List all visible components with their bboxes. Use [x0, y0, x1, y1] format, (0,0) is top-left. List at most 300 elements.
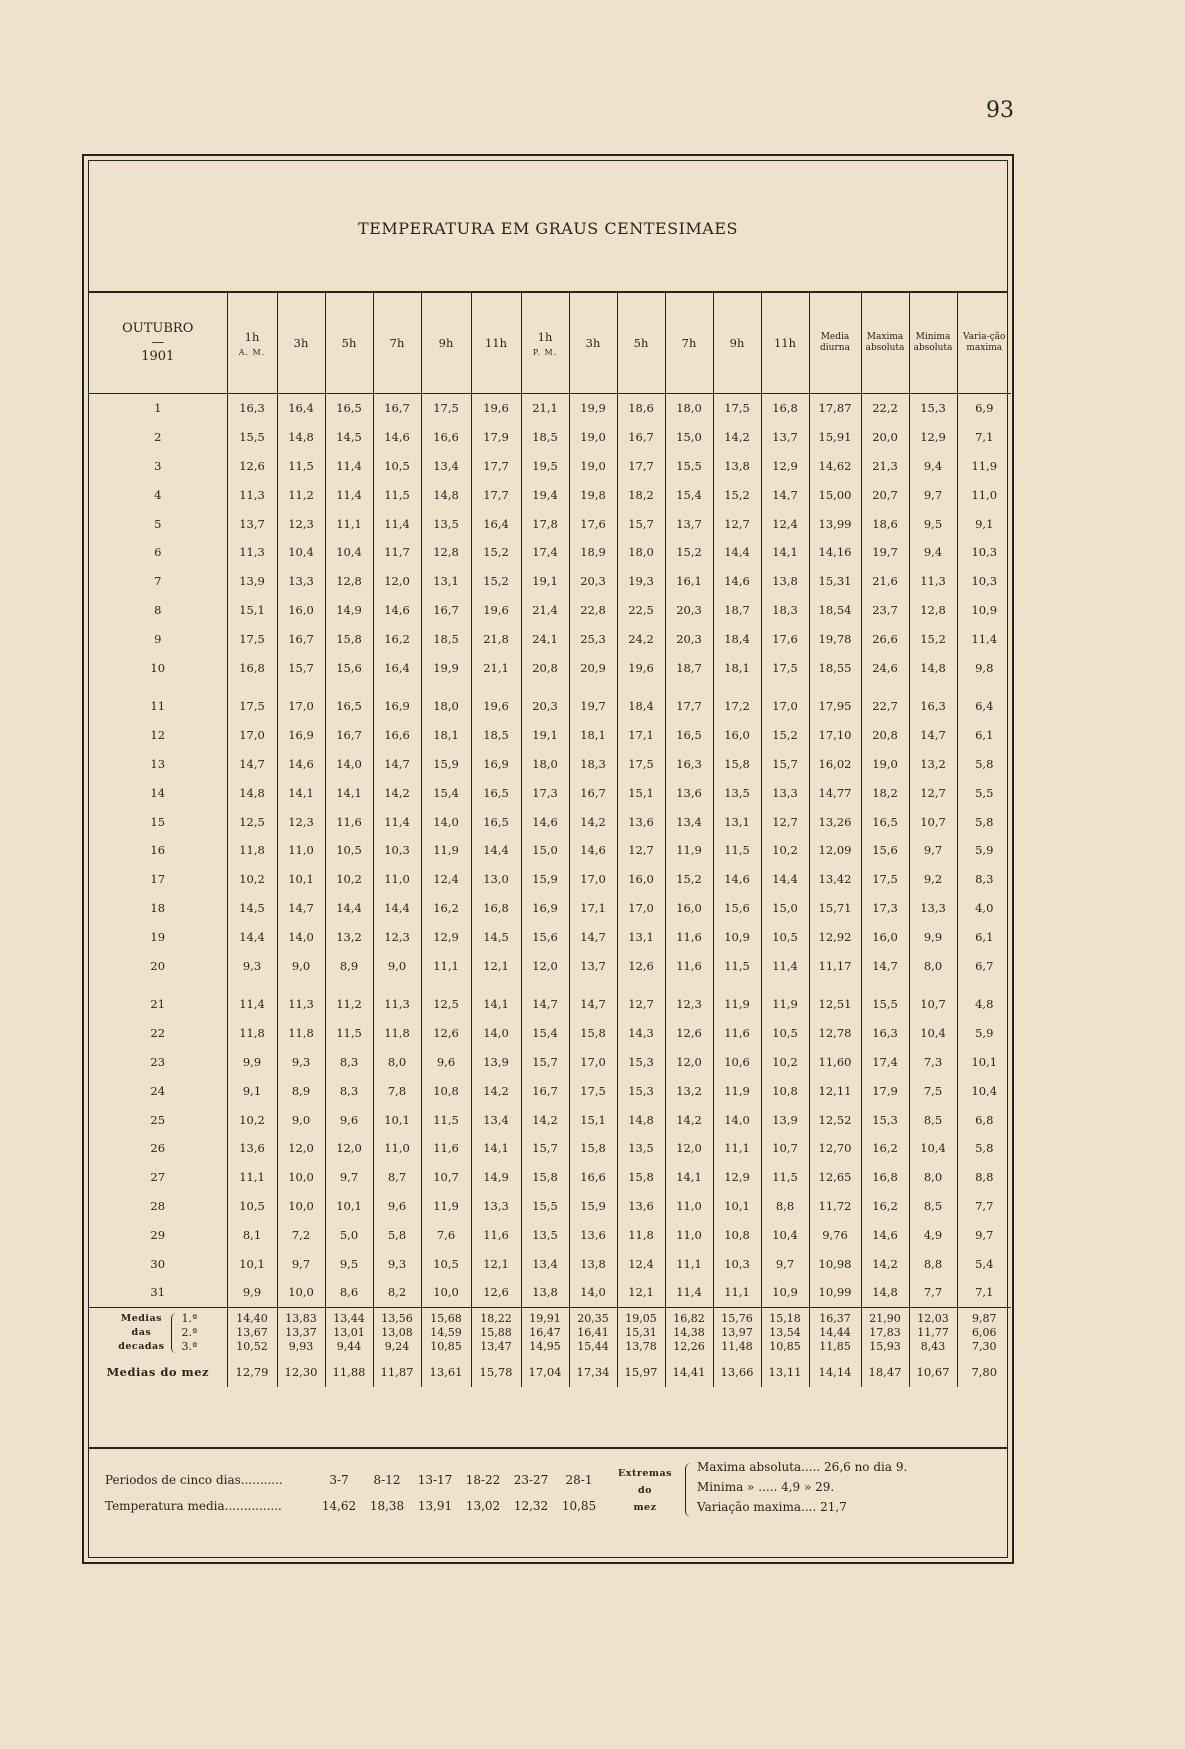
table-cell: 14,8	[617, 1105, 665, 1134]
table-cell: 13,42	[809, 865, 861, 894]
table-cell: 11,5	[761, 1163, 809, 1192]
table-cell: 11,1	[421, 951, 471, 980]
table-cell: 9,7	[909, 836, 957, 865]
table-cell: 15,5	[665, 452, 713, 481]
table-cell: 5,8	[957, 750, 1011, 779]
table-cell: 8,6	[325, 1278, 373, 1307]
table-cell: 15,7	[521, 1134, 569, 1163]
table-cell: 11,4	[665, 1278, 713, 1307]
am-label: A. M.	[238, 347, 266, 357]
table-cell: 12,8	[421, 538, 471, 567]
day-label: 7	[154, 574, 162, 589]
table-cell: 16,02	[809, 750, 861, 779]
day-label: 23	[150, 1054, 166, 1069]
month-mean-value: 11,88	[325, 1358, 373, 1387]
month-means-row	[89, 1358, 1011, 1387]
day-label: 14	[150, 785, 166, 800]
spacer-cell	[89, 980, 227, 990]
table-cell: 19,0	[569, 452, 617, 481]
table-cell: 10,1	[325, 1192, 373, 1221]
table-cell: 13,6	[227, 1134, 277, 1163]
decade-mean-value: 15,76	[721, 1311, 753, 1325]
table-cell: 21,8	[471, 624, 521, 653]
table-row	[89, 922, 1011, 951]
table-cell: 11,2	[277, 480, 325, 509]
table-cell: 18,1	[569, 721, 617, 750]
table-cell: 13,7	[665, 509, 713, 538]
spacer-cell	[277, 980, 325, 990]
table-cell: 13,3	[471, 1192, 521, 1221]
table-cell: 14,6	[569, 836, 617, 865]
decade-mean-value: 14,44	[819, 1325, 851, 1339]
table-cell: 18,7	[665, 653, 713, 682]
hour-header: 11h	[761, 293, 809, 394]
table-cell: 10,3	[373, 836, 421, 865]
table-cell: 16,5	[325, 692, 373, 721]
spacer-cell	[617, 980, 665, 990]
table-row	[89, 1192, 1011, 1221]
table-cell: 16,0	[861, 922, 909, 951]
table-cell: 16,9	[277, 721, 325, 750]
variacao-maxima-header: Varia-ção maxima	[957, 293, 1011, 394]
table-row	[89, 394, 1011, 423]
table-cell: 16,5	[665, 721, 713, 750]
table-cell: 16,8	[471, 894, 521, 923]
table-cell: 10,1	[713, 1192, 761, 1221]
table-cell: 14,5	[227, 894, 277, 923]
spacer-cell	[909, 980, 957, 990]
table-cell: 20,8	[521, 653, 569, 682]
table-cell: 11,5	[713, 836, 761, 865]
table-row	[89, 538, 1011, 567]
table-cell: 16,2	[421, 894, 471, 923]
table-cell: 15,5	[227, 423, 277, 452]
table-cell: 16,3	[861, 1019, 909, 1048]
table-cell: 7,6	[421, 1220, 471, 1249]
table-cell: 12,8	[325, 567, 373, 596]
table-row	[89, 480, 1011, 509]
decade-mean-value: 17,83	[869, 1325, 901, 1339]
table-cell: 13,2	[665, 1076, 713, 1105]
decade-mean-value: 15,93	[869, 1339, 901, 1353]
table-cell: 20,3	[665, 596, 713, 625]
table-cell: 10,5	[325, 836, 373, 865]
periods-block	[105, 1467, 603, 1519]
table-row	[89, 894, 1011, 923]
day-label: 27	[150, 1170, 166, 1185]
table-cell: 11,5	[373, 480, 421, 509]
table-cell: 20,7	[861, 480, 909, 509]
table-cell: 12,4	[761, 509, 809, 538]
table-row	[89, 1076, 1011, 1105]
decade-ordinal: 3.ª	[181, 1339, 198, 1353]
table-cell: 17,2	[713, 692, 761, 721]
table-cell: 19,7	[861, 538, 909, 567]
table-cell: 8,0	[373, 1048, 421, 1077]
table-cell: 12,9	[761, 452, 809, 481]
spacer-cell	[665, 682, 713, 692]
table-cell: 14,4	[713, 538, 761, 567]
table-cell: 15,3	[617, 1076, 665, 1105]
table-cell: 17,7	[471, 452, 521, 481]
table-cell: 20,3	[665, 624, 713, 653]
table-cell: 5,5	[957, 778, 1011, 807]
table-cell: 18,3	[569, 750, 617, 779]
table-cell: 10,1	[373, 1105, 421, 1134]
table-cell: 10,3	[957, 538, 1011, 567]
decade-means-cell	[471, 1307, 521, 1358]
table-cell: 13,2	[325, 922, 373, 951]
table-cell: 15,1	[569, 1105, 617, 1134]
table-cell: 11,4	[325, 480, 373, 509]
table-cell: 12,3	[373, 922, 421, 951]
table-cell: 17,0	[761, 692, 809, 721]
table-cell: 15,2	[471, 538, 521, 567]
month-mean-value: 12,79	[227, 1358, 277, 1387]
table-cell: 8,8	[957, 1163, 1011, 1192]
table-cell: 22,8	[569, 596, 617, 625]
table-cell: 13,3	[761, 778, 809, 807]
table-cell: 13,0	[471, 865, 521, 894]
decade-ordinal: 1.ª	[181, 1311, 198, 1325]
table-cell: 12,3	[277, 509, 325, 538]
table-cell: 5,8	[957, 807, 1011, 836]
table-cell: 11,8	[227, 1019, 277, 1048]
decade-label-line: decadas	[118, 1340, 165, 1352]
decade-means-cell	[761, 1307, 809, 1358]
table-cell: 12,65	[809, 1163, 861, 1192]
table-cell: 17,95	[809, 692, 861, 721]
table-cell: 12,5	[227, 807, 277, 836]
decade-mean-value: 7,30	[972, 1339, 997, 1353]
spacer-cell	[227, 980, 277, 990]
table-cell: 15,1	[227, 596, 277, 625]
decade-mean-value: 13,83	[285, 1311, 317, 1325]
table-cell: 14,2	[861, 1249, 909, 1278]
month-mean-value: 11,87	[373, 1358, 421, 1387]
table-row	[89, 653, 1011, 682]
table-cell: 18,54	[809, 596, 861, 625]
decade-means-cell	[227, 1307, 277, 1358]
decade-mean-value: 6,06	[972, 1325, 997, 1339]
decade-mean-value: 20,35	[577, 1311, 609, 1325]
table-cell: 18,2	[861, 778, 909, 807]
table-cell: 10,0	[421, 1278, 471, 1307]
table-cell: 14,3	[617, 1019, 665, 1048]
table-cell: 9,7	[909, 480, 957, 509]
day-label: 24	[150, 1083, 166, 1098]
table-cell: 12,11	[809, 1076, 861, 1105]
table-cell: 14,1	[471, 1134, 521, 1163]
table-cell: 10,4	[957, 1076, 1011, 1105]
table-cell: 10,5	[761, 1019, 809, 1048]
day-label: 28	[150, 1198, 166, 1213]
table-cell: 10,7	[421, 1163, 471, 1192]
decade-mean-value: 9,44	[336, 1339, 362, 1353]
day-label: 16	[150, 843, 166, 858]
table-cell: 17,4	[521, 538, 569, 567]
table-cell: 12,9	[713, 1163, 761, 1192]
decade-mean-value: 13,01	[333, 1325, 365, 1339]
table-cell: 15,5	[521, 1192, 569, 1221]
spacer-cell	[521, 682, 569, 692]
periods-row	[105, 1467, 603, 1493]
spacer-cell	[809, 682, 861, 692]
table-cell: 13,3	[909, 894, 957, 923]
table-cell: 14,2	[569, 807, 617, 836]
table-cell: 13,4	[665, 807, 713, 836]
table-cell: 14,8	[861, 1278, 909, 1307]
decade-mean-value: 14,95	[529, 1339, 561, 1353]
table-cell: 14,2	[373, 778, 421, 807]
decade-spacer	[89, 980, 1011, 990]
table-cell: 18,1	[421, 721, 471, 750]
table-cell: 9,9	[227, 1278, 277, 1307]
table-cell: 8,3	[957, 865, 1011, 894]
table-cell: 16,5	[471, 807, 521, 836]
table-cell: 15,9	[569, 1192, 617, 1221]
table-cell: 11,9	[957, 452, 1011, 481]
table-cell: 10,4	[909, 1134, 957, 1163]
table-cell: 9,9	[227, 1048, 277, 1077]
table-cell: 14,77	[809, 778, 861, 807]
table-cell: 11,6	[471, 1220, 521, 1249]
media-diurna-header: Media diurna	[809, 293, 861, 394]
table-cell: 10,2	[761, 1048, 809, 1077]
table-cell: 8,8	[761, 1192, 809, 1221]
decade-means-cell	[421, 1307, 471, 1358]
decade-mean-value: 12,26	[673, 1339, 705, 1353]
table-cell: 15,2	[713, 480, 761, 509]
day-label: 26	[150, 1141, 166, 1156]
table-cell: 5,8	[957, 1134, 1011, 1163]
table-cell: 10,2	[227, 865, 277, 894]
table-cell: 14,7	[373, 750, 421, 779]
table-cell: 21,6	[861, 567, 909, 596]
decade-mean-value: 10,85	[430, 1339, 462, 1353]
spacer-cell	[325, 682, 373, 692]
table-cell: 14,6	[861, 1220, 909, 1249]
table-cell: 12,7	[617, 836, 665, 865]
decade-label-line: Medias	[120, 1312, 163, 1324]
table-cell: 12,4	[421, 865, 471, 894]
table-cell: 19,6	[617, 653, 665, 682]
table-cell: 15,0	[761, 894, 809, 923]
month-year: 1901	[141, 349, 175, 364]
table-cell: 8,5	[909, 1192, 957, 1221]
table-cell: 17,5	[617, 750, 665, 779]
table-cell: 19,9	[569, 394, 617, 423]
table-cell: 14,8	[909, 653, 957, 682]
table-cell: 11,2	[325, 990, 373, 1019]
table-cell: 21,1	[471, 653, 521, 682]
table-cell: 15,9	[521, 865, 569, 894]
table-cell: 17,5	[569, 1076, 617, 1105]
month-mean-value: 10,67	[909, 1358, 957, 1387]
table-cell: 12,9	[909, 423, 957, 452]
table-cell: 13,5	[521, 1220, 569, 1249]
table-cell: 18,4	[617, 692, 665, 721]
table-cell: 9,6	[421, 1048, 471, 1077]
table-body	[89, 394, 1011, 1387]
table-cell: 14,16	[809, 538, 861, 567]
table-row	[89, 1278, 1011, 1307]
decade-mean-value: 18,22	[480, 1311, 512, 1325]
table-cell: 12,0	[277, 1134, 325, 1163]
decade-mean-value: 13,08	[381, 1325, 413, 1339]
decade-mean-value: 15,18	[769, 1311, 801, 1325]
table-cell: 10,0	[277, 1192, 325, 1221]
table-cell: 11,3	[277, 990, 325, 1019]
decade-mean-value: 19,05	[625, 1311, 657, 1325]
table-cell: 12,0	[665, 1134, 713, 1163]
table-cell: 11,4	[761, 951, 809, 980]
spacer-cell	[89, 682, 227, 692]
table-cell: 9,9	[909, 922, 957, 951]
spacer-cell	[957, 980, 1011, 990]
table-cell: 15,0	[521, 836, 569, 865]
table-cell: 22,5	[617, 596, 665, 625]
table-cell: 12,3	[277, 807, 325, 836]
table-cell: 16,4	[277, 394, 325, 423]
day-label: 11	[150, 699, 166, 714]
table-cell: 14,62	[809, 452, 861, 481]
table-cell: 9,7	[957, 1220, 1011, 1249]
table-cell: 15,1	[617, 778, 665, 807]
table-cell: 15,2	[909, 624, 957, 653]
spacer-cell	[761, 682, 809, 692]
table-cell: 26,6	[861, 624, 909, 653]
decade-mean-value: 16,47	[529, 1325, 561, 1339]
table-cell: 12,0	[665, 1048, 713, 1077]
table-cell: 19,3	[617, 567, 665, 596]
table-cell: 10,8	[421, 1076, 471, 1105]
table-cell: 9,76	[809, 1220, 861, 1249]
table-cell: 9,1	[227, 1076, 277, 1105]
table-cell: 18,2	[617, 480, 665, 509]
spacer-cell	[227, 682, 277, 692]
table-cell: 16,1	[665, 567, 713, 596]
table-cell: 14,4	[325, 894, 373, 923]
table-cell: 9,6	[325, 1105, 373, 1134]
table-cell: 14,6	[373, 596, 421, 625]
table-cell: 17,9	[861, 1076, 909, 1105]
table-cell: 18,6	[861, 509, 909, 538]
periods-label: Periodos de cinco dias...........	[105, 1473, 283, 1487]
month-mean-value: 13,66	[713, 1358, 761, 1387]
pm-label: P. M.	[532, 347, 558, 357]
table-cell: 17,10	[809, 721, 861, 750]
table-cell: 17,5	[761, 653, 809, 682]
table-cell: 8,3	[325, 1076, 373, 1105]
table-cell: 14,7	[569, 990, 617, 1019]
table-cell: 9,5	[325, 1249, 373, 1278]
spacer-cell	[325, 980, 373, 990]
table-cell: 11,6	[665, 922, 713, 951]
table-cell: 15,6	[861, 836, 909, 865]
table-cell: 12,7	[909, 778, 957, 807]
table-cell: 16,5	[471, 778, 521, 807]
table-cell: 9,5	[909, 509, 957, 538]
table-cell: 8,9	[325, 951, 373, 980]
table-cell: 15,8	[713, 750, 761, 779]
table-cell: 16,8	[227, 653, 277, 682]
table-cell: 14,9	[471, 1163, 521, 1192]
table-cell: 12,6	[617, 951, 665, 980]
table-cell: 10,1	[227, 1249, 277, 1278]
decade-mean-value: 15,88	[480, 1325, 512, 1339]
table-cell: 19,6	[471, 692, 521, 721]
table-row	[89, 750, 1011, 779]
table-row	[89, 951, 1011, 980]
table-cell: 11,6	[325, 807, 373, 836]
spacer-cell	[909, 682, 957, 692]
table-cell: 17,3	[521, 778, 569, 807]
table-cell: 15,7	[617, 509, 665, 538]
table-cell: 11,5	[421, 1105, 471, 1134]
table-cell: 13,7	[569, 951, 617, 980]
spacer-cell	[617, 682, 665, 692]
table-cell: 14,7	[861, 951, 909, 980]
table-cell: 21,3	[861, 452, 909, 481]
table-row	[89, 1163, 1011, 1192]
table-cell: 16,3	[227, 394, 277, 423]
table-cell: 10,7	[909, 990, 957, 1019]
header-row	[89, 293, 1011, 394]
table-cell: 5,0	[325, 1220, 373, 1249]
decade-mean-value: 13,67	[236, 1325, 268, 1339]
table-cell: 5,9	[957, 836, 1011, 865]
table-cell: 15,8	[521, 1163, 569, 1192]
table-cell: 15,31	[809, 567, 861, 596]
table-row	[89, 1105, 1011, 1134]
day-label: 17	[150, 872, 166, 887]
extreme-min: Minima » ..... 4,9 » 29.	[697, 1480, 835, 1494]
hour-header: 7h	[373, 293, 421, 394]
decade-mean-value: 10,85	[769, 1339, 801, 1353]
table-cell: 15,2	[471, 567, 521, 596]
table-cell: 14,8	[227, 778, 277, 807]
table-cell: 10,7	[909, 807, 957, 836]
day-label: 1	[89, 394, 227, 423]
table-cell: 15,6	[713, 894, 761, 923]
day-label: 10	[150, 660, 166, 675]
table-cell: 8,8	[909, 1249, 957, 1278]
table-cell: 16,7	[325, 721, 373, 750]
table-cell: 10,7	[761, 1134, 809, 1163]
month-mean-value: 13,11	[761, 1358, 809, 1387]
table-cell: 15,2	[665, 865, 713, 894]
decade-mean-value: 14,59	[430, 1325, 462, 1339]
table-cell: 18,7	[713, 596, 761, 625]
table-cell: 9,1	[957, 509, 1011, 538]
table-cell: 12,5	[421, 990, 471, 1019]
table-cell: 10,5	[373, 452, 421, 481]
table-row	[89, 452, 1011, 481]
table-cell: 24,1	[521, 624, 569, 653]
table-cell: 21,4	[521, 596, 569, 625]
table-cell: 10,9	[957, 596, 1011, 625]
table-cell: 20,3	[569, 567, 617, 596]
table-cell: 14,6	[521, 807, 569, 836]
table-cell: 14,7	[277, 894, 325, 923]
table-cell: 13,3	[277, 567, 325, 596]
table-cell: 15,8	[325, 624, 373, 653]
table-cell: 19,4	[521, 480, 569, 509]
day-label: 12	[150, 728, 166, 743]
temperature-table	[89, 293, 1011, 1387]
decade-mean-value: 8,43	[920, 1339, 946, 1353]
